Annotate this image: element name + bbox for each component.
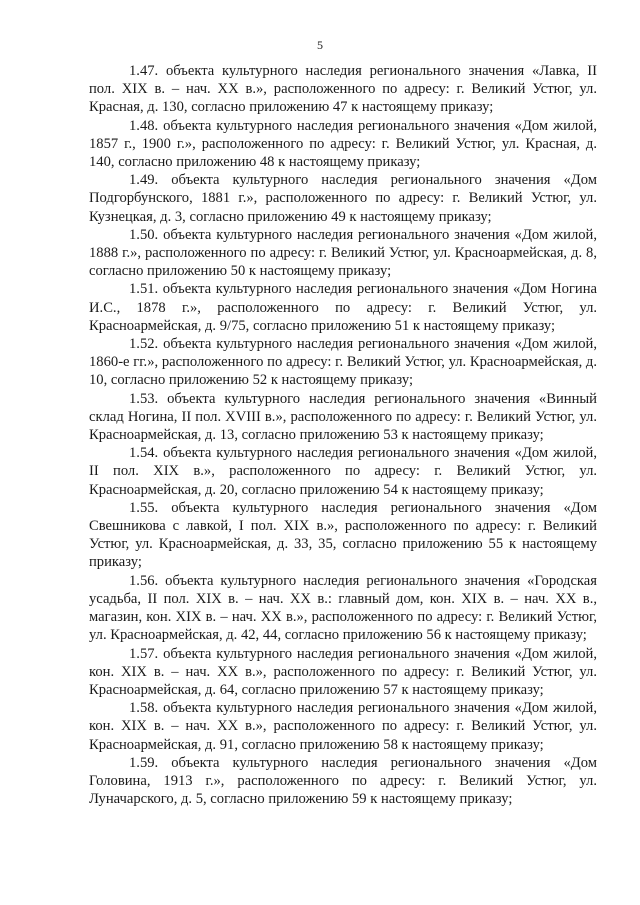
paragraph-1-47: 1.47. объекта культурного наследия регионального значения «Лавка, II пол. XIX в. – нач. XX в.», расположенного по адресу: г. Великий Устюг, ул. Красная, д. 130, согласно приложению 47 к настоящему приказу; <box>89 63 597 116</box>
document-body <box>89 62 597 808</box>
paragraph-1-48: 1.48. объекта культурного наследия регионального значения «Дом жилой, 1857 г., 1900 г.», расположенного по адресу: г. Великий Устюг, ул. Красная, д. 140, согласно приложению 48 к настоящему приказу; <box>89 117 597 171</box>
paragraph-1-50: 1.50. объекта культурного наследия регионального значения «Дом жилой, 1888 г.», расположенного по адресу: г. Великий Устюг, ул. Красноармейская, д. 8, согласно приложению 50 к настоящему приказу; <box>89 226 597 280</box>
paragraph-1-53: 1.53. объекта культурного наследия регионального значения «Винный склад Ногина, II пол. XVIII в.», расположенного по адресу: г. Великий Устюг, ул. Красноармейская, д. 13, согласно приложению 53 к настоящему приказу; <box>89 390 597 444</box>
paragraph-1-54: 1.54. объекта культурного наследия регионального значения «Дом жилой, II пол. XIX в.», расположенного по адресу: г. Великий Устюг, ул. Красноармейская, д. 20, согласно приложению 54 к настоящему приказу; <box>89 445 597 498</box>
paragraph-1-56: 1.56. объекта культурного наследия регионального значения «Городская усадьба, II пол. XIX в. – нач. XX в.: главный дом, кон. XIX в. – нач. XX в., магазин, кон. XIX в. – нач. XX в.», расположенного по адресу: г. Великий Устюг, ул. Красноармейская, д. 42, 44, согласно приложению 56 к настоящему приказу; <box>89 572 597 644</box>
paragraph-1-49: 1.49. объекта культурного наследия регионального значения «Дом Подгорбунского, 1881 г.», расположенного по адресу: г. Великий Устюг, ул. Кузнецкая, д. 3, согласно приложению 49 к настоящему приказу; <box>89 172 597 225</box>
paragraph-1-55: 1.55. объекта культурного наследия регионального значения «Дом Свешникова с лавкой, I пол. XIX в.», расположенного по адресу: г. Великий Устюг, ул. Красноармейская, д. 33, 35, согласно приложению 55 к настоящему приказу; <box>89 499 597 571</box>
paragraph-1-52: 1.52. объекта культурного наследия регионального значения «Дом жилой, 1860-е гг.», расположенного по адресу: г. Великий Устюг, ул. Красноармейская, д. 10, согласно приложению 52 к настоящему приказу; <box>89 336 597 389</box>
paragraph-1-57: 1.57. объекта культурного наследия регионального значения «Дом жилой, кон. XIX в. – нач. XX в.», расположенного по адресу: г. Великий Устюг, ул. Красноармейская, д. 64, согласно приложению 57 к настоящему приказу; <box>89 645 597 698</box>
paragraph-1-58: 1.58. объекта культурного наследия регионального значения «Дом жилой, кон. XIX в. – нач. XX в.», расположенного по адресу: г. Великий Устюг, ул. Красноармейская, д. 91, согласно приложению 58 к настоящему приказу; <box>89 700 597 753</box>
page-number: 5 <box>317 38 323 52</box>
paragraph-1-51: 1.51. объекта культурного наследия регионального значения «Дом Ногина И.С., 1878 г.», расположенного по адресу: г. Великий Устюг, ул. Красноармейская, д. 9/75, согласно приложению 51 к настоящему приказу; <box>89 281 597 334</box>
paragraph-1-59: 1.59. объекта культурного наследия регионального значения «Дом Головина, 1913 г.», расположенного по адресу: г. Великий Устюг, ул. Луначарского, д. 5, согласно приложению 59 к настоящему приказу; <box>89 754 597 808</box>
